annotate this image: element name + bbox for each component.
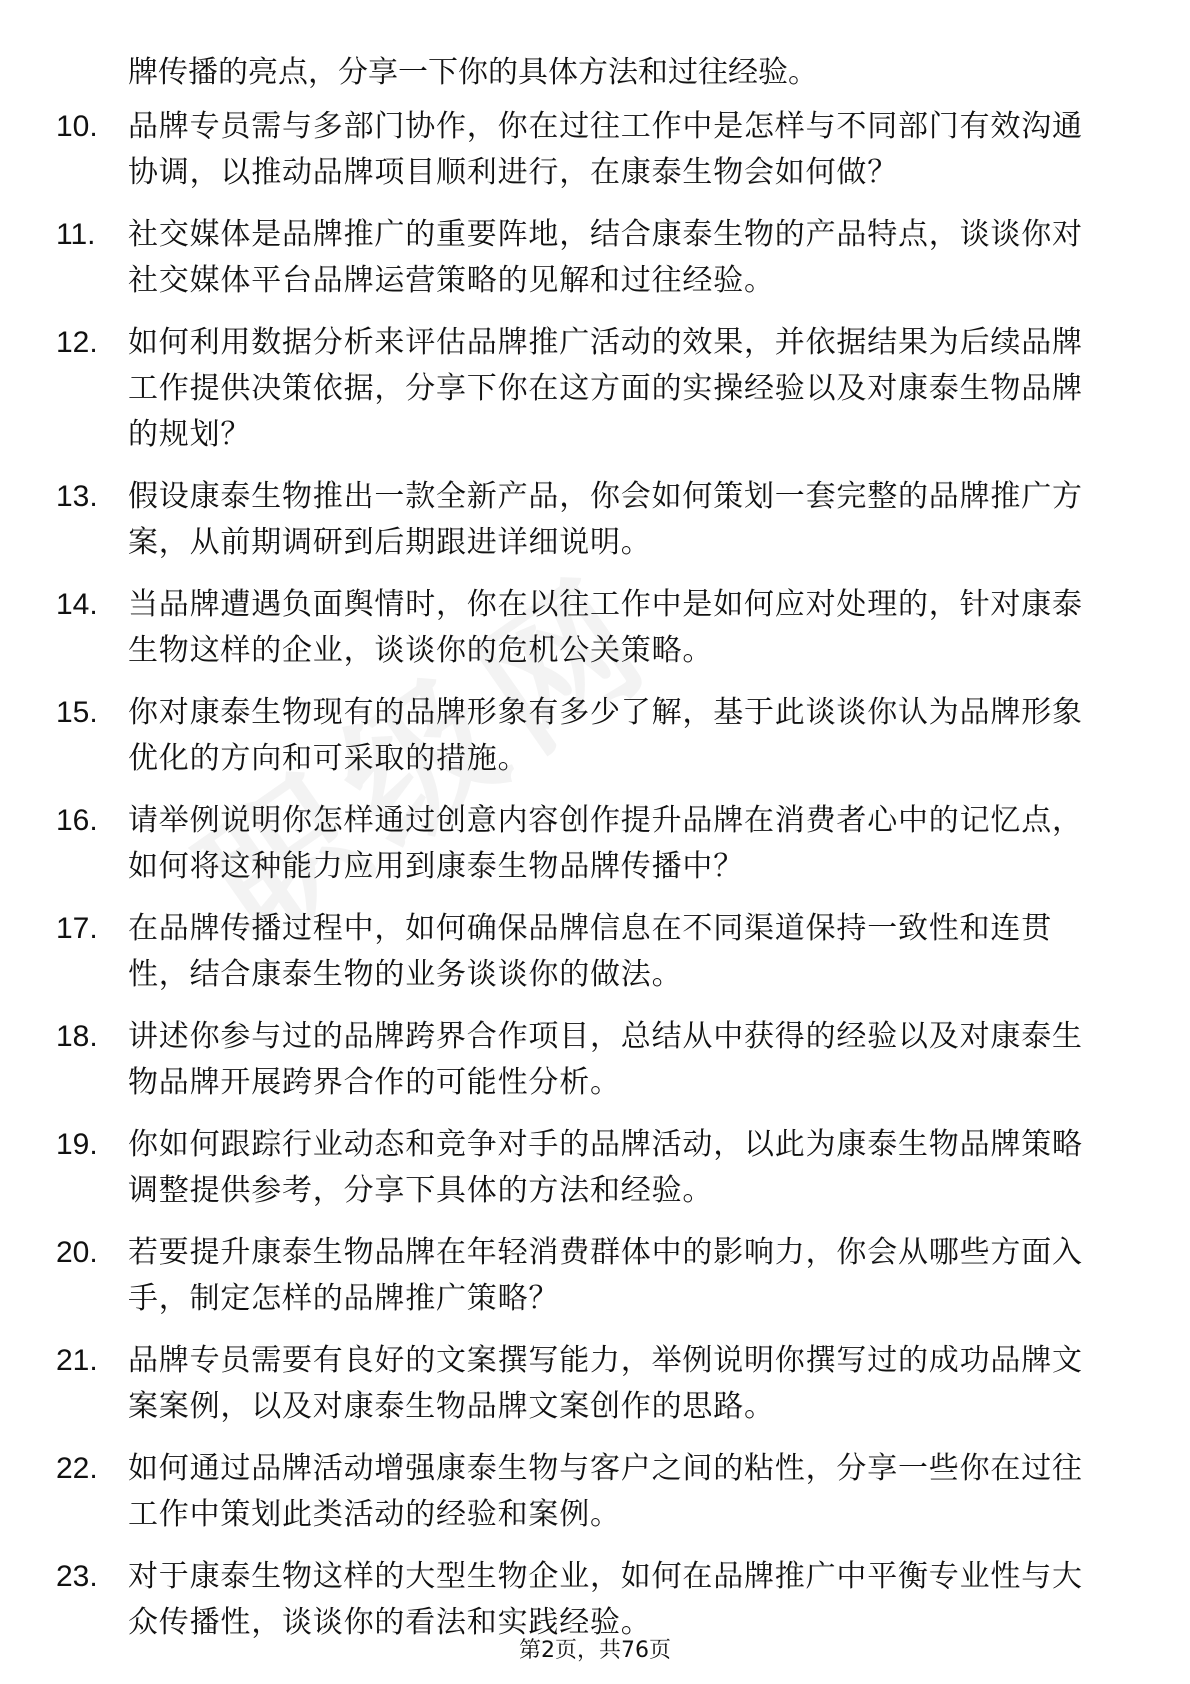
- list-item: [0, 798, 1190, 890]
- item-number: 11.: [56, 218, 96, 251]
- item-text: 如何通过品牌活动增强康泰生物与客户之间的粘性，分享一些你在过往工作中策划此类活动的经验和案例。: [128, 1451, 1083, 1532]
- list-item: [0, 690, 1190, 782]
- item-text: 社交媒体是品牌推广的重要阵地，结合康泰生物的产品特点，谈谈你对社交媒体平台品牌运营策略的见解和过往经验。: [128, 217, 1083, 298]
- item-text: 你如何跟踪行业动态和竞争对手的品牌活动，以此为康泰生物品牌策略调整提供参考，分享下具体的方法和经验。: [128, 1127, 1083, 1208]
- item-text: 若要提升康泰生物品牌在年轻消费群体中的影响力，你会从哪些方面入手，制定怎样的品牌推广策略？: [128, 1235, 1083, 1316]
- item-number: 16.: [56, 804, 98, 837]
- item-text: 当品牌遭遇负面舆情时，你在以往工作中是如何应对处理的，针对康泰生物这样的企业，谈谈你的危机公关策略。: [128, 587, 1083, 668]
- list-item: [0, 1014, 1190, 1106]
- item-text: 对于康泰生物这样的大型生物企业，如何在品牌推广中平衡专业性与大众传播性，谈谈你的看法和实践经验。: [128, 1559, 1083, 1640]
- item-number: 22.: [56, 1452, 98, 1485]
- continuation-text: 牌传播的亮点，分享一下你的具体方法和过往经验。: [128, 55, 818, 90]
- item-number: 13.: [56, 480, 98, 513]
- item-number: 10.: [56, 110, 98, 143]
- list-item: [0, 104, 1190, 196]
- list-item: [0, 906, 1190, 998]
- list-item: [0, 320, 1190, 458]
- list-item: [0, 474, 1190, 566]
- list-item: [0, 1338, 1190, 1430]
- item-text: 品牌专员需与多部门协作，你在过往工作中是怎样与不同部门有效沟通协调，以推动品牌项目顺利进行，在康泰生物会如何做？: [128, 109, 1083, 190]
- item-number: 21.: [56, 1344, 98, 1377]
- item-text: 你对康泰生物现有的品牌形象有多少了解，基于此谈谈你认为品牌形象优化的方向和可采取的措施。: [128, 695, 1083, 776]
- list-item: [0, 1122, 1190, 1214]
- item-number: 19.: [56, 1128, 98, 1161]
- list-item: [0, 1230, 1190, 1322]
- item-text: 在品牌传播过程中，如何确保品牌信息在不同渠道保持一致性和连贯性，结合康泰生物的业务谈谈你的做法。: [128, 911, 1052, 992]
- item-text: 请举例说明你怎样通过创意内容创作提升品牌在消费者心中的记忆点，如何将这种能力应用到康泰生物品牌传播中？: [128, 803, 1083, 884]
- item-text: 讲述你参与过的品牌跨界合作项目，总结从中获得的经验以及对康泰生物品牌开展跨界合作的可能性分析。: [128, 1019, 1083, 1100]
- page-footer: 第2页，共76页: [519, 1638, 671, 1663]
- item-number: 18.: [56, 1020, 98, 1053]
- item-number: 14.: [56, 588, 98, 621]
- list-item: [0, 1446, 1190, 1538]
- item-text: 品牌专员需要有良好的文案撰写能力，举例说明你撰写过的成功品牌文案案例，以及对康泰生物品牌文案创作的思路。: [128, 1343, 1083, 1424]
- item-number: 20.: [56, 1236, 98, 1269]
- item-number: 15.: [56, 696, 98, 729]
- list-item: [0, 1554, 1190, 1646]
- item-text: 如何利用数据分析来评估品牌推广活动的效果，并依据结果为后续品牌工作提供决策依据，分享下你在这方面的实操经验以及对康泰生物品牌的规划？: [128, 325, 1083, 452]
- question-list: [0, 104, 1190, 1662]
- item-number: 23.: [56, 1560, 98, 1593]
- item-text: 假设康泰生物推出一款全新产品，你会如何策划一套完整的品牌推广方案，从前期调研到后期跟进详细说明。: [128, 479, 1083, 560]
- list-item: [0, 582, 1190, 674]
- list-item: [0, 212, 1190, 304]
- item-number: 17.: [56, 912, 98, 945]
- item-number: 12.: [56, 326, 98, 359]
